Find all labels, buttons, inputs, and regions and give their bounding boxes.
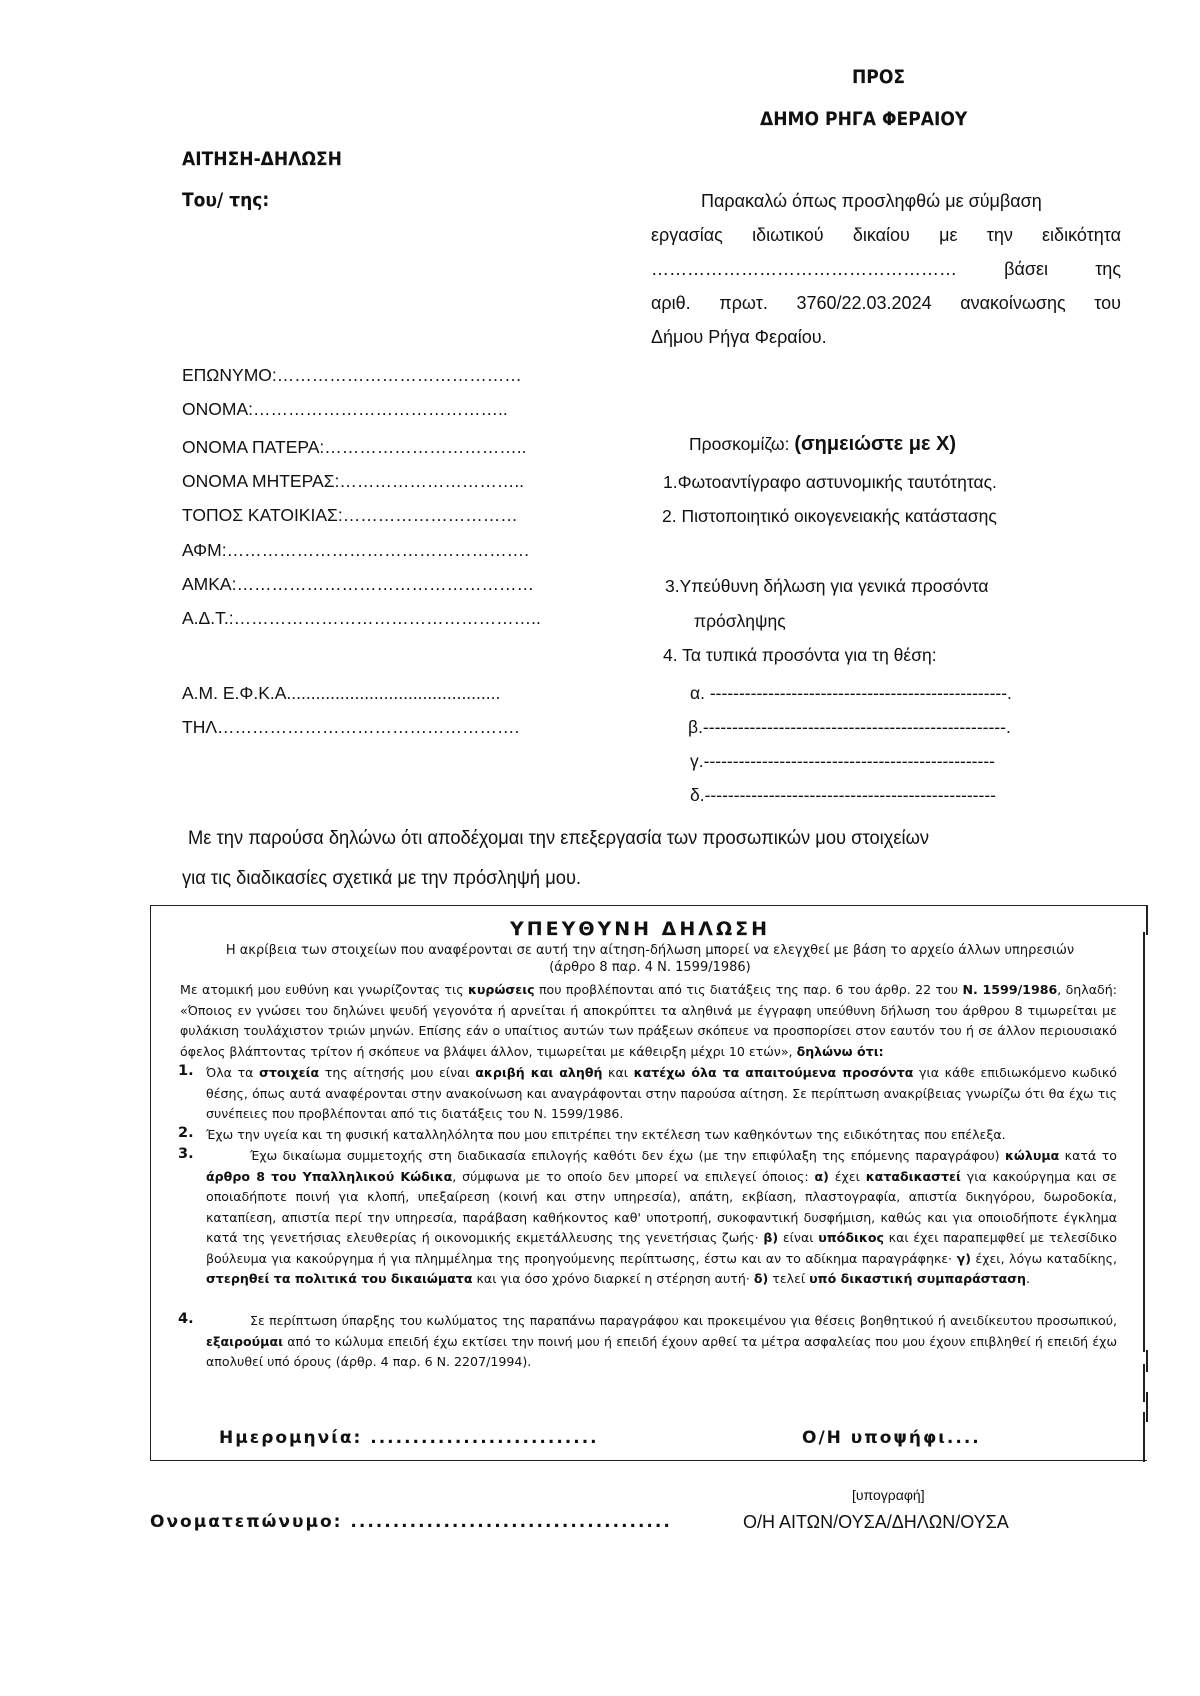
field-label: ΑΜΚΑ: bbox=[182, 574, 237, 594]
attachment-item-continuation: πρόσληψης bbox=[694, 611, 786, 631]
full-name-field[interactable] bbox=[150, 1512, 672, 1532]
item-number: 1. bbox=[178, 1063, 194, 1079]
field-amka[interactable] bbox=[182, 574, 534, 594]
full-name-label: Ονοματεπώνυμο: bbox=[150, 1512, 343, 1532]
item-number: 4. bbox=[178, 1311, 194, 1327]
attachment-item[interactable]: 4. Τα τυπικά προσόντα για τη θέση: bbox=[663, 645, 937, 665]
field-efka[interactable] bbox=[182, 683, 500, 703]
date-blank[interactable]: ........................... bbox=[370, 1428, 599, 1448]
declaration-item-1: Όλα τα στοιχεία της αίτησής μου είναι ακριβή και αληθή και κατέχω όλα τα απαιτούμενα προσόντα για κάθε επιδιωκόμενο κωδικό θέσης, όπως αυτά αναφέρονται στην ανακοίνωση και αναγράφονται στην παρούσα αίτηση. Σε περίπτωση ανακρίβειας γνωρίζω ότι θα έχω τις συνέπειες που προβλέπονται από τις διατάξεις του Ν. 1599/1986. bbox=[206, 1065, 1117, 1121]
declaration-subtitle-2: (άρθρο 8 παρ. 4 Ν. 1599/1986) bbox=[549, 960, 751, 975]
attachments-intro bbox=[689, 434, 956, 454]
emphasis: δηλώνω ότι: bbox=[796, 1043, 884, 1059]
request-line: εργασίας ιδιωτικού δικαίου με την ειδικότητα bbox=[651, 225, 1121, 245]
attachment-item[interactable]: 1.Φωτοαντίγραφο αστυνομικής ταυτότητας. bbox=[663, 472, 997, 492]
qualification-blank[interactable]: α. ---------------------------------------------------. bbox=[690, 683, 1012, 703]
field-first-name[interactable] bbox=[182, 399, 508, 419]
field-mother-name[interactable] bbox=[182, 471, 524, 491]
declaration-item-4: Σε περίπτωση ύπαρξης του κωλύματος της παραπάνω παραγράφου και προκειμένου για θέσεις βοηθητικού ή ανειδίκευτου προσωπικού, εξαιρούμαι από το κώλυμα επειδή έχω εκτίσει την ποινή μου ή επειδή έχουν αρθεί τα μέτρα ασφαλείας που μου έχουν επιβληθεί ή επειδή έχω απολυθεί υπό όρους (άρθρ. 4 παρ. 6 Ν. 2207/1994). bbox=[206, 1313, 1117, 1369]
field-surname[interactable] bbox=[182, 365, 522, 385]
field-blank[interactable]: ............................................ bbox=[286, 683, 501, 703]
item-number: 3. bbox=[178, 1146, 194, 1162]
declaration-item-3: Έχω δικαίωμα συμμετοχής στη διαδικασία επιλογής καθότι δεν έχω (με την επιφύλαξη της επόμενης παραγράφου) κώλυμα κατά το άρθρο 8 του Υπαλληλικού Κώδικα, σύμφωνα με το οποίο δεν μπορεί να επιλεγεί όποιος: α) έχει καταδικαστεί για κακούργημα και σε οποιαδήποτε ποινή για κλοπή, υπεξαίρεση (κοινή και στην υπηρεσία), απάτη, εκβίαση, πλαστογραφία, απιστία δικηγόρου, δωροδοκία, καταπίεση, απιστία περί την υπηρεσία, παράβαση καθήκοντος καθ' υποτροπή, συκοφαντική δυσφήμιση, καθώς και για οποιοδήποτε έγκλημα κατά της γενετήσιας ελευθερίας ή οικονομικής εκμετάλλευσης της γενετήσιας ζωής· β) είναι υπόδικος και έχει παραπεμφθεί με τελεσίδικο βούλευμα για κακούργημα ή για πλημμέλημα της προηγούμενης περίπτωσης, έστω και αν το αδίκημα παραγράφηκε· γ) έχει, λόγω καταδίκης, στερηθεί τα πολιτικά του δικαιώματα και για όσο χρόνο διαρκεί η στέρηση αυτή· δ) τελεί υπό δικαστική συμπαράσταση. bbox=[206, 1148, 1118, 1286]
field-label: ΟΝΟΜΑ ΜΗΤΕΡΑΣ: bbox=[182, 471, 340, 491]
field-label: ΟΝΟΜΑ ΠΑΤΕΡΑ: bbox=[182, 437, 325, 457]
request-line: αριθ. πρωτ. 3760/22.03.2024 ανακοίνωσης του bbox=[651, 293, 1121, 313]
field-label: ΑΦΜ: bbox=[182, 540, 227, 560]
declaration-item-2: Έχω την υγεία και τη φυσική καταλληλόλητα που μου επιτρέπει την εκτέλεση των καθηκόντων της ειδικότητας που επέλεξα. bbox=[206, 1127, 1006, 1142]
candidate-label: Ο/Η υποψήφι.... bbox=[802, 1428, 981, 1448]
form-title: ΑΙΤΗΣΗ-ΔΗΛΩΣΗ bbox=[182, 148, 342, 170]
consent-line-2: για τις διαδικασίες σχετικά με την πρόσληψή μου. bbox=[182, 867, 582, 889]
field-label: Α.Μ. Ε.Φ.Κ.Α bbox=[182, 683, 287, 703]
date-field[interactable] bbox=[219, 1428, 599, 1448]
declaration-intro: Με ατομική μου ευθύνη και γνωρίζοντας τις κυρώσεις που προβλέπονται από τις διατάξεις της παρ. 6 του άρθρ. 22 του Ν. 1599/1986, δηλαδή: «Όποιος εν γνώσει του δηλώνει ψευδή γεγονότα ή αρνείται ή αποκρύπτει τα αληθινά με έγγραφη υπεύθυνη δήλωση του άρθρου 8 τιμωρείται με φυλάκιση τουλάχιστον τριών μηνών. Επίσης εάν ο υπαίτιος αυτών των πράξεων σκόπευε να προσπορίσει στον εαυτόν του ή σε άλλον περιουσιακό όφελος βλάπτοντας τρίτον ή σκόπευε να βλάψει άλλον, τιμωρείται με κάθειρξη μέχρι 10 ετών», δηλώνω ότι: bbox=[180, 982, 1117, 1059]
field-label: ΤΟΠΟΣ ΚΑΤΟΙΚΙΑΣ: bbox=[182, 505, 343, 525]
signature-hint: [υπογραφή] bbox=[852, 1487, 925, 1503]
field-residence[interactable] bbox=[182, 505, 518, 525]
qualification-blank[interactable]: δ.-------------------------------------------------- bbox=[690, 785, 996, 805]
box-border-right bbox=[1146, 1392, 1148, 1422]
qualification-blank[interactable]: γ.-------------------------------------------------- bbox=[690, 751, 995, 771]
field-blank[interactable]: …………………………….. bbox=[324, 437, 527, 457]
field-blank[interactable]: ……………………………………………. bbox=[226, 540, 529, 560]
declaration-title: ΥΠΕΥΘΥΝΗ ΔΗΛΩΣΗ bbox=[509, 918, 771, 940]
applicant-label: Του/ της: bbox=[182, 189, 270, 211]
request-paragraph bbox=[651, 184, 1121, 354]
field-phone[interactable] bbox=[182, 717, 519, 737]
attachments-intro-label: Προσκομίζω: bbox=[689, 434, 790, 454]
recipient-name: ΔΗΜΟ ΡΗΓΑ ΦΕΡΑΙΟΥ bbox=[760, 108, 968, 130]
field-label: ΤΗΛ bbox=[182, 717, 218, 737]
field-blank[interactable]: ………………………… bbox=[342, 505, 518, 525]
box-border-right bbox=[1143, 1412, 1145, 1462]
attachments-intro-note: (σημειώστε με Χ) bbox=[794, 433, 956, 455]
field-blank[interactable]: ………………………….. bbox=[339, 471, 525, 491]
emphasis: κυρώσεις bbox=[467, 982, 535, 997]
item-number: 2. bbox=[178, 1125, 194, 1141]
request-line: Παρακαλώ όπως προσληφθώ με σύμβαση bbox=[701, 191, 1042, 211]
request-line: Δήμου Ρήγα Φεραίου. bbox=[651, 327, 827, 347]
field-label: ΟΝΟΜΑ: bbox=[182, 399, 253, 419]
field-label: ΕΠΩΝΥΜΟ: bbox=[182, 365, 277, 385]
declaration-subtitle-1: Η ακρίβεια των στοιχείων που αναφέρονται σε αυτή την αίτηση-δήλωση μπορεί να ελεγχθεί με βάση το αρχείο άλλων υπηρεσιών bbox=[225, 943, 1075, 958]
box-border-right bbox=[1143, 1364, 1145, 1402]
field-blank[interactable]: …………………………………… bbox=[276, 365, 522, 385]
date-label: Ημερομηνία: bbox=[219, 1428, 363, 1448]
signer-role: Ο/Η ΑΙΤΩΝ/ΟΥΣΑ/ΔΗΛΩΝ/ΟΥΣΑ bbox=[743, 1512, 1009, 1532]
recipient-to: ΠΡΟΣ bbox=[852, 66, 906, 88]
full-name-blank[interactable]: ...................................... bbox=[350, 1512, 672, 1532]
field-blank[interactable]: …………………………………….. bbox=[252, 399, 508, 419]
specialty-blank[interactable]: …………………………………………… βάσει της bbox=[651, 259, 1121, 279]
field-id-card[interactable] bbox=[182, 608, 541, 628]
qualification-blank[interactable]: β.----------------------------------------------------. bbox=[688, 717, 1011, 737]
field-tax-id[interactable] bbox=[182, 540, 529, 560]
field-label: Α.Δ.Τ.: bbox=[182, 608, 234, 628]
box-border-right bbox=[1143, 932, 1145, 1352]
declaration-items bbox=[178, 1063, 1117, 1393]
emphasis: Ν. 1599/1986 bbox=[962, 982, 1058, 997]
box-border-right bbox=[1146, 1350, 1148, 1372]
field-father-name[interactable] bbox=[182, 437, 527, 457]
field-blank[interactable]: ……………………………………………. bbox=[217, 717, 520, 737]
attachment-item[interactable]: 2. Πιστοποιητικό οικογενειακής κατάστασης bbox=[662, 506, 997, 526]
attachment-item[interactable]: 3.Υπεύθυνη δήλωση για γενικά προσόντα bbox=[665, 576, 989, 596]
field-blank[interactable]: …………………………………………….. bbox=[233, 608, 541, 628]
consent-line-1: Με την παρούσα δηλώνω ότι αποδέχομαι την επεξεργασία των προσωπικών μου στοιχείων bbox=[188, 827, 930, 849]
field-blank[interactable]: …………………………………………… bbox=[236, 574, 534, 594]
